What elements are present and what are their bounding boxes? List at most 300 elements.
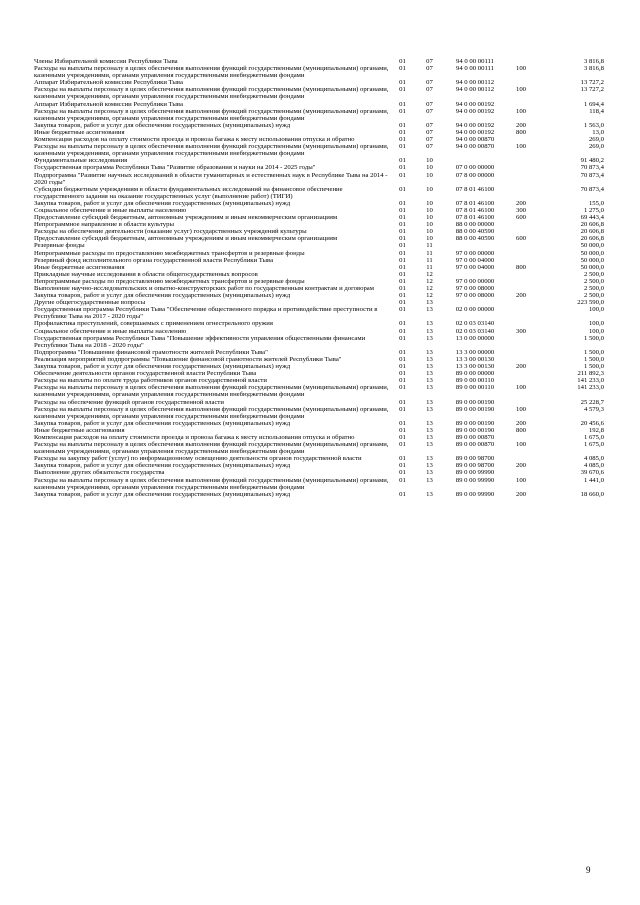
amount-cell: 3 816,8 <box>583 58 604 65</box>
table-row <box>34 406 604 420</box>
section-code-cell: 01 <box>399 377 406 385</box>
section-code-cell: 01 <box>399 292 406 300</box>
amount-cell: 13 727,2 <box>580 79 604 87</box>
amount-cell: 1 675,0 <box>583 441 604 449</box>
target-item-code-cell: 02 0 03 03140 <box>455 327 495 335</box>
table-row <box>34 285 604 292</box>
subsection-code-cell: 13 <box>426 348 433 356</box>
expense-type-code-cell: 100 <box>515 86 527 94</box>
expense-type-code-cell <box>507 250 535 257</box>
section-code-cell: 01 <box>399 79 406 87</box>
table-row <box>34 108 604 122</box>
amount-cell: 1 563,0 <box>583 121 604 129</box>
subsection-code-cell: 13 <box>426 462 433 470</box>
amount-cell: 20 606,8 <box>580 221 604 229</box>
expense-name-cell: Закупка товаров, работ и услуг для обеспечения государственных (муниципальных) нужд <box>34 490 291 498</box>
target-item-code-cell <box>443 299 507 306</box>
section-code-cell: 01 <box>399 476 406 484</box>
expense-name-cell: Обеспечение деятельности органов государственной власти Республики Тыва <box>34 370 257 378</box>
expense-type-code-cell: 200 <box>515 462 527 470</box>
target-item-code-cell <box>443 242 507 249</box>
amount-cell: 1 675,0 <box>583 433 604 441</box>
amount-cell: 269,0 <box>588 136 604 144</box>
section-code-cell: 01 <box>399 185 406 193</box>
table-row <box>34 79 604 86</box>
table-row <box>34 221 604 228</box>
expense-type-code-cell: 100 <box>515 441 527 449</box>
section-code-cell: 01 <box>399 157 406 165</box>
subsection-code-cell: 07 <box>426 136 433 144</box>
subsection-code-cell: 10 <box>426 206 433 214</box>
amount-cell: 2 500,0 <box>583 285 604 292</box>
expense-name-cell: Другие общегосударственные вопросы <box>34 299 146 307</box>
expense-type-code-cell: 800 <box>515 426 527 434</box>
target-item-code-cell: 89 0 00 98700 <box>455 462 495 470</box>
expense-type-code-cell <box>507 306 535 320</box>
expense-name-cell: Резервный фонд исполнительного органа государственной власти Республики Тыва <box>34 256 274 264</box>
target-item-code-cell: 13 0 00 00000 <box>455 334 495 342</box>
table-row <box>34 207 604 214</box>
expense-type-code-cell <box>507 242 535 249</box>
target-item-code-cell: 07 8 00 00000 <box>455 171 495 179</box>
amount-cell: 50 000,0 <box>580 242 604 250</box>
amount-cell: 2 500,0 <box>583 270 604 278</box>
target-item-code-cell: 89 0 00 00870 <box>455 441 495 449</box>
section-code-cell: 01 <box>399 441 406 449</box>
expense-type-code-cell <box>507 271 535 278</box>
section-code-cell: 01 <box>399 277 406 285</box>
subsection-code-cell: 13 <box>426 426 433 434</box>
table-row <box>34 242 604 249</box>
amount-cell: 2 500,0 <box>583 292 604 300</box>
expense-name-cell: Закупка товаров, работ и услуг для обеспечения государственных (муниципальных) нужд <box>34 292 291 300</box>
table-row <box>34 328 604 335</box>
section-code-cell: 01 <box>399 285 406 292</box>
target-item-code-cell: 89 0 00 99990 <box>455 490 495 498</box>
target-item-code-cell <box>443 271 507 278</box>
expense-type-code-cell: 200 <box>515 363 527 371</box>
expense-type-code-cell <box>507 157 535 164</box>
subsection-code-cell: 13 <box>426 433 433 441</box>
amount-cell: 39 670,6 <box>580 469 604 477</box>
target-item-code-cell: 97 0 00 08000 <box>455 285 495 292</box>
subsection-code-cell: 13 <box>426 355 433 363</box>
table-row <box>34 58 604 65</box>
expense-type-code-cell <box>507 377 535 384</box>
section-code-cell: 01 <box>399 58 406 65</box>
expense-name-cell: Расходы на обеспечение деятельности (оказание услуг) государственных учреждений культуры <box>34 228 307 236</box>
expense-type-code-cell: 200 <box>515 490 527 498</box>
target-item-code-cell: 94 0 00 00112 <box>455 79 495 87</box>
expense-type-code-cell: 100 <box>515 405 527 413</box>
table-row <box>34 250 604 257</box>
expense-name-cell: Прикладные научные исследования в области общегосударственных вопросов <box>34 270 258 278</box>
expense-name-cell: Подпрограмма "Развитие научных исследований в области гуманитарных и естественных наук в Республике Тыва на 2014 - 2020 годы" <box>34 171 388 186</box>
subsection-code-cell: 10 <box>426 164 433 172</box>
section-code-cell: 01 <box>399 334 406 342</box>
amount-cell: 69 443,4 <box>580 214 604 222</box>
section-code-cell: 01 <box>399 214 406 222</box>
amount-cell: 1 500,0 <box>583 363 604 371</box>
table-row <box>34 427 604 434</box>
target-item-code-cell: 89 0 00 98700 <box>455 455 495 463</box>
expense-type-code-cell <box>507 136 535 143</box>
expense-name-cell: Государственная программа Республики Тыва "Обеспечение общественного порядка и противодействие преступности в Республике Тыва на 2017 - 2020 годы" <box>34 306 378 321</box>
section-code-cell: 01 <box>399 490 406 498</box>
subsection-code-cell: 13 <box>426 469 433 477</box>
expense-name-cell: Резервные фонды <box>34 242 85 250</box>
expense-type-code-cell <box>507 257 535 264</box>
section-code-cell: 01 <box>399 462 406 470</box>
subsection-code-cell: 13 <box>426 299 433 307</box>
expense-type-code-cell: 600 <box>515 235 527 243</box>
target-item-code-cell: 88 0 00 40590 <box>455 235 495 243</box>
expense-name-cell: Расходы на выплаты персоналу в целях обеспечения выполнения функций государственными (муниципальными) органами, казенными учреждениями, органами управления государственными внебюджетными фондами <box>34 384 389 399</box>
subsection-code-cell: 07 <box>426 128 433 136</box>
section-code-cell: 01 <box>399 270 406 278</box>
subsection-code-cell: 07 <box>426 58 433 65</box>
target-item-code-cell: 94 0 00 00111 <box>456 65 494 73</box>
amount-cell: 100,0 <box>588 320 604 328</box>
amount-cell: 1 500,0 <box>583 348 604 356</box>
amount-cell: 70 873,4 <box>580 164 604 172</box>
expense-type-code-cell <box>507 335 535 349</box>
amount-cell: 4 579,3 <box>583 405 604 413</box>
section-code-cell: 01 <box>399 143 406 151</box>
expense-name-cell: Расходы на выплаты по оплате труда работников органов государственной власти <box>34 377 267 385</box>
expense-type-code-cell <box>507 278 535 285</box>
expense-type-code-cell: 100 <box>515 476 527 484</box>
expense-name-cell: Аппарат Избирательной комиссии Республики Тыва <box>34 79 183 87</box>
section-code-cell: 01 <box>399 171 406 179</box>
budget-table <box>34 58 604 498</box>
expense-name-cell: Члены Избирательной комиссии Республики Тыва <box>34 58 178 65</box>
expense-type-code-cell <box>507 469 535 476</box>
expense-type-code-cell: 200 <box>515 121 527 129</box>
expense-type-code-cell: 600 <box>515 214 527 222</box>
target-item-code-cell: 88 0 00 40590 <box>455 228 495 236</box>
target-item-code-cell: 94 0 00 00192 <box>455 128 495 136</box>
target-item-code-cell: 89 0 00 99990 <box>455 476 495 484</box>
amount-cell: 13,0 <box>592 128 604 136</box>
subsection-code-cell: 12 <box>426 277 433 285</box>
subsection-code-cell: 10 <box>426 214 433 222</box>
expense-type-code-cell <box>507 320 535 327</box>
target-item-code-cell: 13 3 00 00130 <box>455 363 495 371</box>
amount-cell: 269,0 <box>588 143 604 151</box>
expense-type-code-cell: 300 <box>515 327 527 335</box>
subsection-code-cell: 10 <box>426 185 433 193</box>
table-row <box>34 399 604 406</box>
section-code-cell: 01 <box>399 65 406 73</box>
target-item-code-cell: 07 0 00 00000 <box>455 164 495 172</box>
table-row <box>34 420 604 427</box>
table-row <box>34 384 604 398</box>
table-row <box>34 235 604 242</box>
table-row <box>34 363 604 370</box>
target-item-code-cell: 97 0 00 00000 <box>455 249 495 257</box>
expense-name-cell: Закупка товаров, работ и услуг для обеспечения государственных (муниципальных) нужд <box>34 199 291 207</box>
table-row <box>34 441 604 455</box>
amount-cell: 100,0 <box>588 327 604 335</box>
subsection-code-cell: 10 <box>426 199 433 207</box>
table-row <box>34 455 604 462</box>
amount-cell: 1 500,0 <box>583 355 604 363</box>
section-code-cell: 01 <box>399 455 406 463</box>
amount-cell: 1 275,0 <box>583 206 604 214</box>
section-code-cell: 01 <box>399 363 406 371</box>
section-code-cell: 01 <box>399 164 406 172</box>
table-row <box>34 469 604 476</box>
expense-type-code-cell <box>507 164 535 171</box>
amount-cell: 50 000,0 <box>580 249 604 257</box>
subsection-code-cell: 07 <box>426 100 433 108</box>
target-item-code-cell: 94 0 00 00870 <box>455 136 495 144</box>
table-row <box>34 306 604 320</box>
table-row <box>34 200 604 207</box>
section-code-cell: 01 <box>399 263 406 271</box>
subsection-code-cell: 13 <box>426 363 433 371</box>
expense-name-cell: Реализация мероприятий подпрограммы "Повышение финансовой грамотности жителей Республики Тыва" <box>34 355 342 363</box>
table-row <box>34 214 604 221</box>
table-row <box>34 129 604 136</box>
amount-cell: 118,4 <box>589 107 604 115</box>
amount-cell: 1 694,4 <box>583 100 604 108</box>
section-code-cell: 01 <box>399 256 406 264</box>
target-item-code-cell: 94 0 00 00192 <box>455 121 495 129</box>
subsection-code-cell: 13 <box>426 377 433 385</box>
target-item-code-cell: 97 0 00 04000 <box>455 263 495 271</box>
target-item-code-cell: 97 0 00 08000 <box>455 292 495 300</box>
subsection-code-cell: 12 <box>426 285 433 292</box>
amount-cell: 3 816,8 <box>583 65 604 73</box>
subsection-code-cell: 11 <box>426 249 433 257</box>
subsection-code-cell: 13 <box>426 334 433 342</box>
target-item-code-cell: 02 0 03 03140 <box>455 320 495 328</box>
expense-type-code-cell: 800 <box>515 128 527 136</box>
section-code-cell: 01 <box>399 221 406 229</box>
table-row <box>34 335 604 349</box>
section-code-cell: 01 <box>399 327 406 335</box>
section-code-cell: 01 <box>399 107 406 115</box>
expense-name-cell: Расходы на выплаты персоналу в целях обеспечения выполнения функций государственными (муниципальными) органами, казенными учреждениями, органами управления государственными внебюджетными фондами <box>34 476 389 491</box>
target-item-code-cell: 89 0 00 00110 <box>455 377 495 385</box>
expense-name-cell: Иные бюджетные ассигнования <box>34 128 125 136</box>
section-code-cell: 01 <box>399 100 406 108</box>
table-row <box>34 377 604 384</box>
expense-name-cell: Компенсация расходов на оплату стоимости проезда и провоза багажа к месту использования отпуска и обратно <box>34 136 355 144</box>
table-row <box>34 136 604 143</box>
table-row <box>34 228 604 235</box>
expense-name-cell: Предоставление субсидий бюджетным, автономным учреждениям и иным некоммерческим организациям <box>34 214 338 222</box>
section-code-cell: 01 <box>399 320 406 328</box>
target-item-code-cell: 89 0 00 00190 <box>455 419 495 427</box>
table-row <box>34 477 604 491</box>
expense-name-cell: Расходы на выплаты персоналу в целях обеспечения выполнения функций государственными (муниципальными) органами, казенными учреждениями, органами управления государственными внебюджетными фондами <box>34 107 389 122</box>
amount-cell: 223 590,0 <box>577 299 604 307</box>
table-row <box>34 101 604 108</box>
expense-name-cell: Расходы на выплаты персоналу в целях обеспечения выполнения функций государственными (муниципальными) органами, казенными учреждениями, органами управления государственными внебюджетными фондами <box>34 86 389 101</box>
table-row <box>34 122 604 129</box>
expense-type-code-cell <box>507 79 535 86</box>
expense-type-code-cell <box>507 434 535 441</box>
table-row <box>34 349 604 356</box>
section-code-cell: 01 <box>399 384 406 392</box>
subsection-code-cell: 07 <box>426 143 433 151</box>
expense-type-code-cell: 100 <box>515 65 527 73</box>
target-item-code-cell: 13 3 00 00130 <box>455 355 495 363</box>
expense-type-code-cell: 800 <box>515 263 527 271</box>
expense-name-cell: Непрограммные расходы по предоставлению межбюджетных трансфертов и резервные фонды <box>34 277 305 285</box>
target-item-code-cell: 89 0 00 00110 <box>455 384 495 392</box>
expense-name-cell: Расходы на выплаты персоналу в целях обеспечения выполнения функций государственными (муниципальными) органами, казенными учреждениями, органами управления государственными внебюджетными фондами <box>34 441 389 456</box>
expense-name-cell: Государственная программа Республики Тыва "Развитие образования и науки на 2014 - 2025 годы" <box>34 164 316 172</box>
amount-cell: 20 606,8 <box>580 228 604 236</box>
subsection-code-cell: 11 <box>426 263 433 271</box>
expense-name-cell: Аппарат Избирательной комиссии Республики Тыва <box>34 100 183 108</box>
expense-name-cell: Предоставление субсидий бюджетным, автономным учреждениям и иным некоммерческим организациям <box>34 235 338 243</box>
subsection-code-cell: 07 <box>426 86 433 94</box>
expense-name-cell: Компенсация расходов на оплату стоимости проезда и провоза багажа к месту использования отпуска и обратно <box>34 433 355 441</box>
expense-type-code-cell <box>507 172 535 186</box>
amount-cell: 1 500,0 <box>583 334 604 342</box>
section-code-cell: 01 <box>399 469 406 477</box>
table-row <box>34 65 604 79</box>
expense-name-cell: Закупка товаров, работ и услуг для обеспечения государственных (муниципальных) нужд <box>34 363 291 371</box>
table-row <box>34 164 604 171</box>
target-item-code-cell: 07 8 01 46100 <box>455 206 495 214</box>
table-row <box>34 278 604 285</box>
table-row <box>34 271 604 278</box>
target-item-code-cell: 97 0 00 04000 <box>455 256 495 264</box>
amount-cell: 70 873,4 <box>580 185 604 193</box>
table-row <box>34 186 604 200</box>
table-row <box>34 370 604 377</box>
section-code-cell: 01 <box>399 249 406 257</box>
expense-name-cell: Субсидии бюджетным учреждениям в области фундаментальных исследований на финансовое обеспечение государственного задания на оказание государственных услуг (выполнение работ) (ТИГИ) <box>34 185 343 200</box>
page-number: 9 <box>586 865 591 875</box>
expense-type-code-cell <box>507 370 535 377</box>
subsection-code-cell: 13 <box>426 306 433 314</box>
target-item-code-cell: 94 0 00 00192 <box>455 100 495 108</box>
expense-type-code-cell: 200 <box>515 419 527 427</box>
subsection-code-cell: 10 <box>426 228 433 236</box>
expense-type-code-cell <box>507 221 535 228</box>
amount-cell: 141 233,0 <box>577 377 604 385</box>
subsection-code-cell: 13 <box>426 490 433 498</box>
section-code-cell: 01 <box>399 306 406 314</box>
target-item-code-cell: 02 0 00 00000 <box>455 306 495 314</box>
section-code-cell: 01 <box>399 121 406 129</box>
amount-cell: 2 500,0 <box>583 277 604 285</box>
expense-type-code-cell <box>507 349 535 356</box>
table-row <box>34 292 604 299</box>
table-row <box>34 462 604 469</box>
section-code-cell: 01 <box>399 136 406 144</box>
target-item-code-cell: 94 0 00 00870 <box>455 143 495 151</box>
subsection-code-cell: 12 <box>426 292 433 300</box>
section-code-cell: 01 <box>399 348 406 356</box>
table-row <box>34 143 604 157</box>
section-code-cell: 01 <box>399 370 406 378</box>
target-item-code-cell <box>443 157 507 164</box>
target-item-code-cell: 94 0 00 00192 <box>455 107 495 115</box>
expense-name-cell: Закупка товаров, работ и услуг для обеспечения государственных (муниципальных) нужд <box>34 419 291 427</box>
target-item-code-cell: 89 0 00 99990 <box>455 469 495 477</box>
expense-type-code-cell: 100 <box>515 143 527 151</box>
subsection-code-cell: 12 <box>426 270 433 278</box>
subsection-code-cell: 13 <box>426 327 433 335</box>
target-item-code-cell: 07 8 01 46100 <box>455 185 495 193</box>
amount-cell: 4 085,0 <box>583 455 604 463</box>
section-code-cell: 01 <box>399 242 406 250</box>
amount-cell: 70 873,4 <box>580 171 604 179</box>
table-row <box>34 299 604 306</box>
table-row <box>34 157 604 164</box>
expense-type-code-cell: 100 <box>515 107 527 115</box>
expense-name-cell: Расходы на выплаты персоналу в целях обеспечения выполнения функций государственными (муниципальными) органами, казенными учреждениями, органами управления государственными внебюджетными фондами <box>34 143 389 158</box>
target-item-code-cell: 97 0 00 00000 <box>455 277 495 285</box>
amount-cell: 50 000,0 <box>580 263 604 271</box>
subsection-code-cell: 10 <box>426 221 433 229</box>
amount-cell: 211 892,3 <box>577 370 604 378</box>
expense-name-cell: Подпрограмма "Повышение финансовой грамотности жителей Республики Тыва" <box>34 348 268 356</box>
amount-cell: 100,0 <box>588 306 604 314</box>
expense-type-code-cell <box>507 101 535 108</box>
subsection-code-cell: 10 <box>426 171 433 179</box>
table-row <box>34 491 604 498</box>
expense-name-cell: Выполнение других обязательств государства <box>34 469 165 477</box>
target-item-code-cell: 13 3 00 00000 <box>455 348 495 356</box>
target-item-code-cell: 07 8 01 46100 <box>455 214 495 222</box>
subsection-code-cell: 13 <box>426 441 433 449</box>
target-item-code-cell: 89 0 00 00870 <box>455 433 495 441</box>
table-row <box>34 172 604 186</box>
target-item-code-cell: 88 0 00 00000 <box>455 221 495 229</box>
expense-name-cell: Закупка товаров, работ и услуг для обеспечения государственных (муниципальных) нужд <box>34 462 291 470</box>
table-row <box>34 356 604 363</box>
subsection-code-cell: 10 <box>426 157 433 165</box>
subsection-code-cell: 10 <box>426 235 433 243</box>
expense-type-code-cell <box>507 455 535 462</box>
expense-name-cell: Расходы на выплаты персоналу в целях обеспечения выполнения функций государственными (муниципальными) органами, казенными учреждениями, органами управления государственными внебюджетными фондами <box>34 405 389 420</box>
subsection-code-cell: 07 <box>426 79 433 87</box>
subsection-code-cell: 13 <box>426 370 433 378</box>
expense-type-code-cell <box>507 399 535 406</box>
subsection-code-cell: 07 <box>426 107 433 115</box>
expense-name-cell: Фундаментальные исследования <box>34 157 128 165</box>
target-item-code-cell: 89 0 00 00000 <box>455 370 495 378</box>
subsection-code-cell: 11 <box>426 256 433 264</box>
amount-cell: 1 441,0 <box>583 476 604 484</box>
target-item-code-cell: 07 8 01 46100 <box>455 199 495 207</box>
expense-name-cell: Расходы на закупку работ (услуг) по информационному освещению деятельности органов государственной власти <box>34 455 362 463</box>
amount-cell: 4 085,0 <box>583 462 604 470</box>
table-row <box>34 264 604 271</box>
target-item-code-cell: 89 0 00 00190 <box>455 405 495 413</box>
section-code-cell: 01 <box>399 228 406 236</box>
amount-cell: 50 000,0 <box>580 256 604 264</box>
expense-type-code-cell <box>507 299 535 306</box>
subsection-code-cell: 13 <box>426 405 433 413</box>
expense-name-cell: Иные бюджетные ассигнования <box>34 426 125 434</box>
expense-type-code-cell: 100 <box>515 384 527 392</box>
budget-table-body <box>34 58 604 498</box>
section-code-cell: 01 <box>399 419 406 427</box>
amount-cell: 20 456,6 <box>580 419 604 427</box>
section-code-cell: 01 <box>399 426 406 434</box>
expense-type-code-cell: 200 <box>515 199 527 207</box>
